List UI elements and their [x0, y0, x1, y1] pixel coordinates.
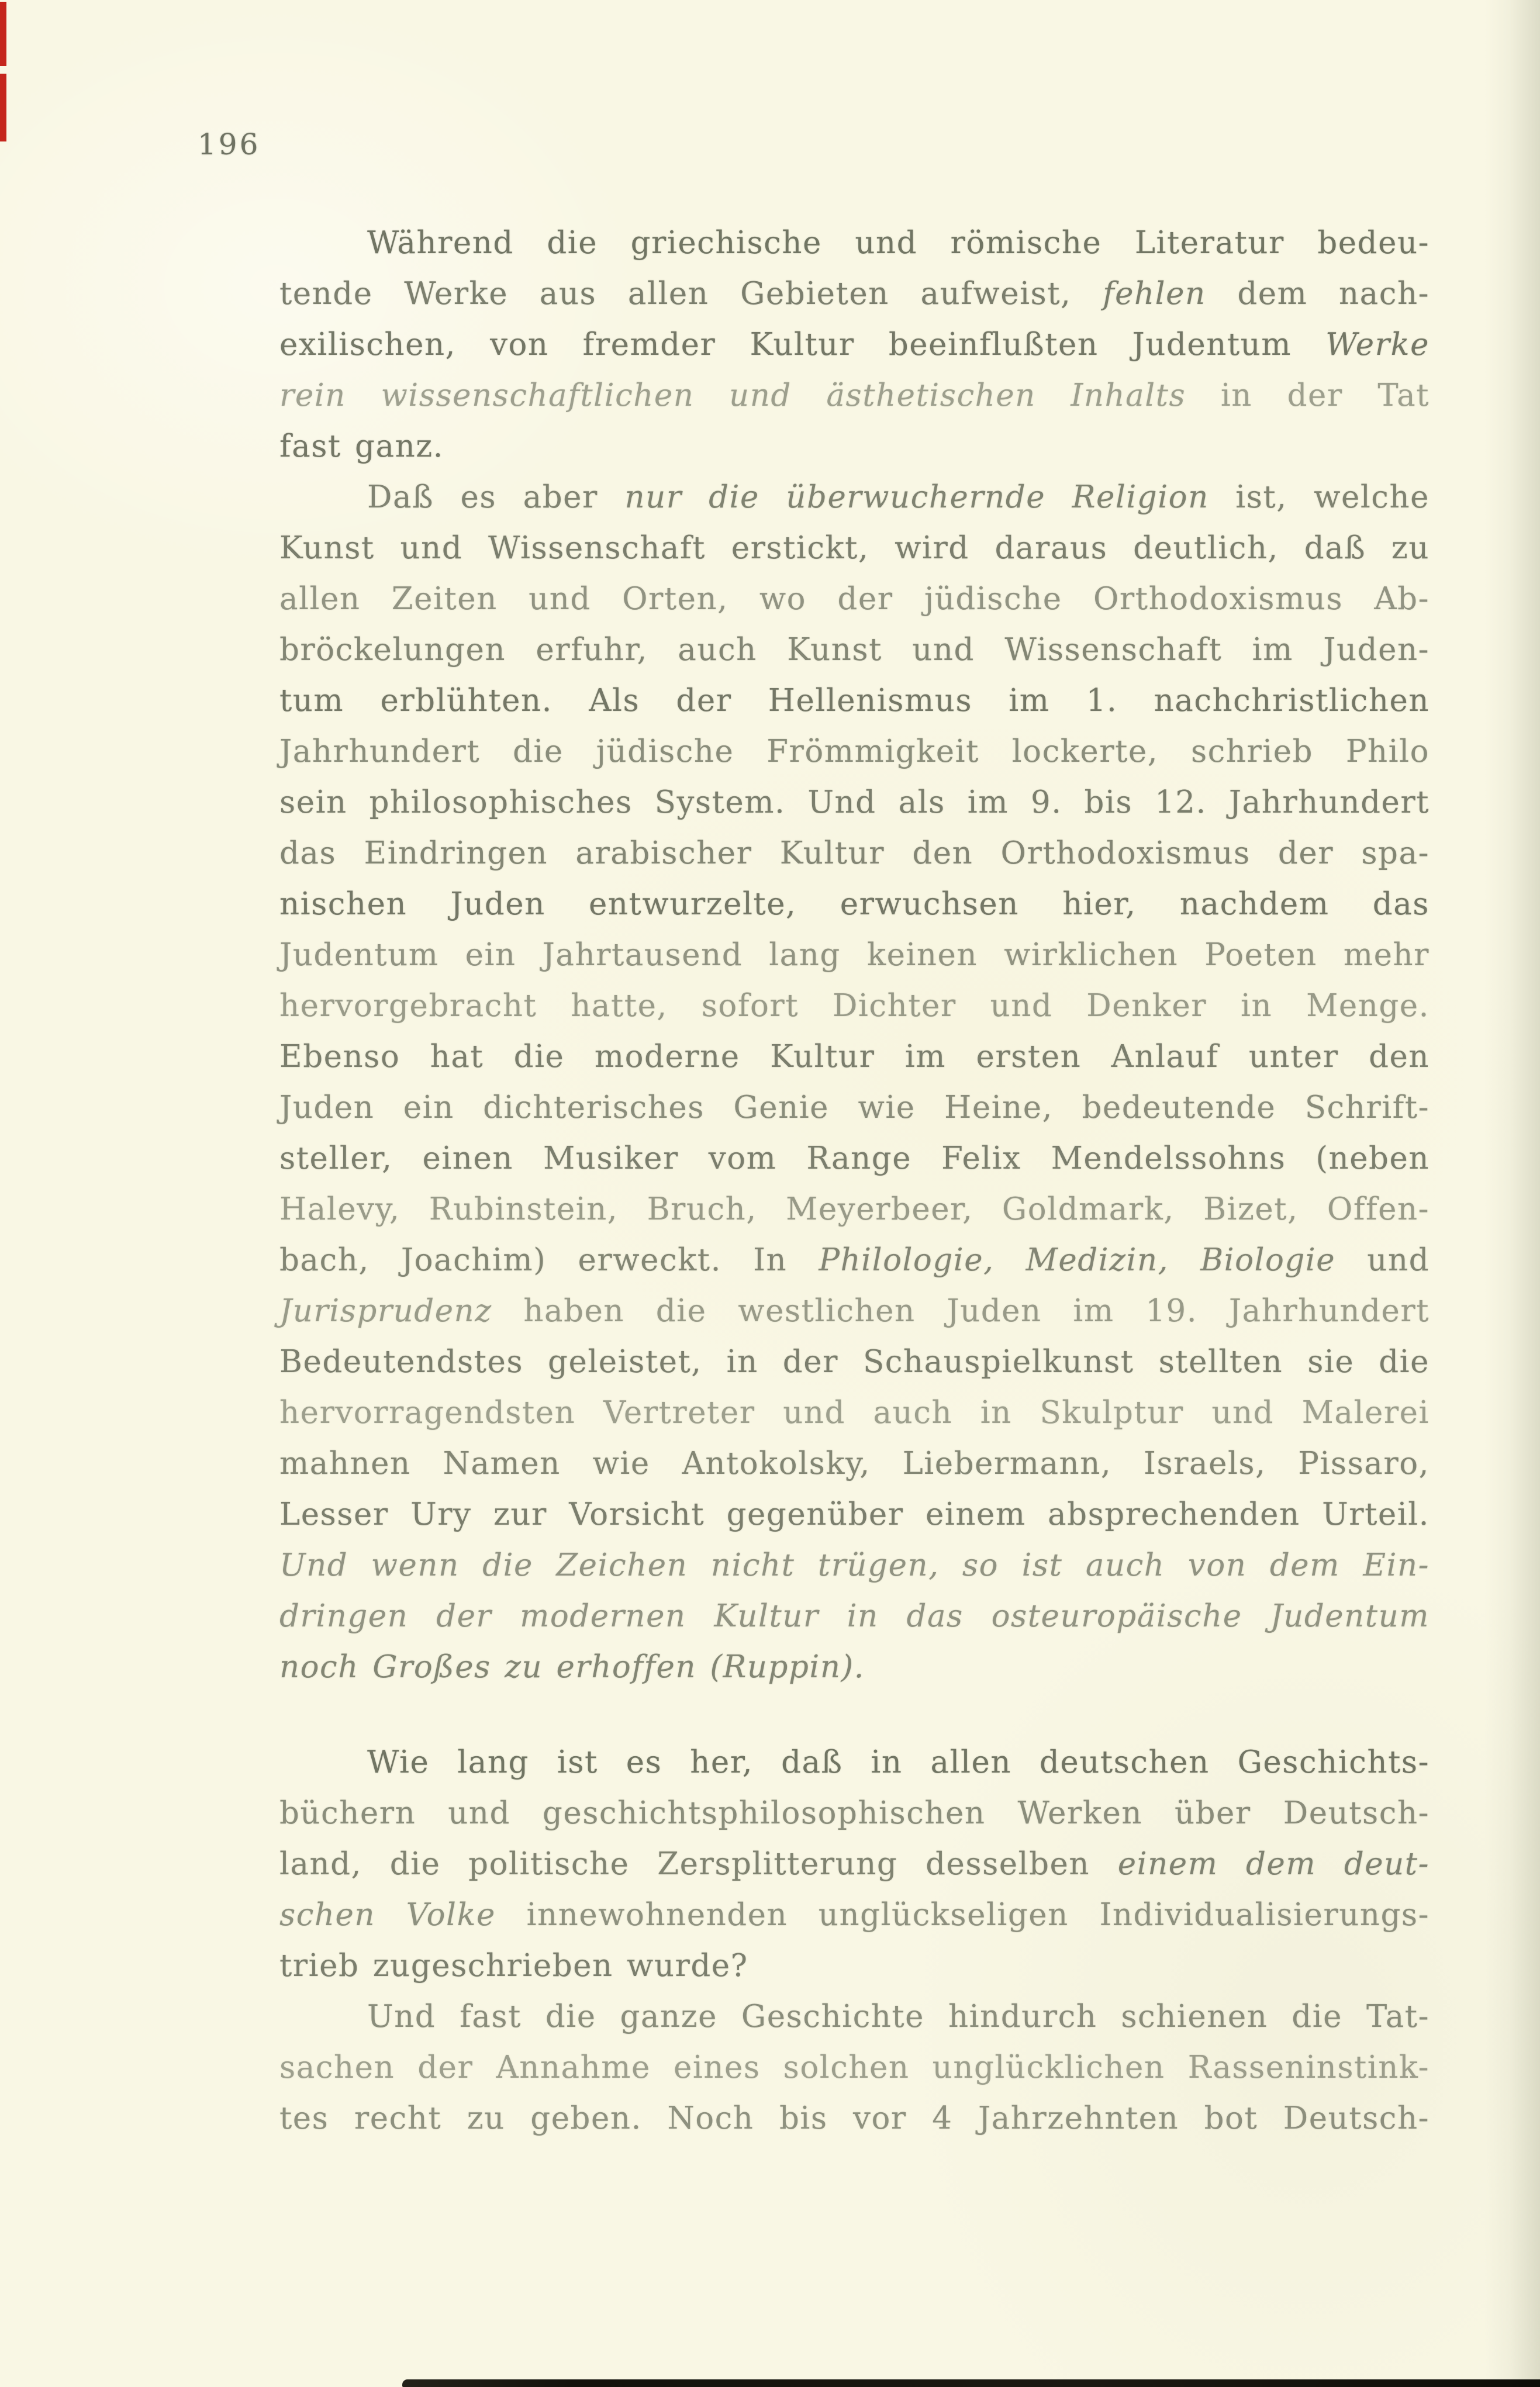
text-segment: mahnen Namen wie Antokolsky, Liebermann, Israels, Pissaro, — [279, 1446, 1429, 1481]
text-segment: in der Tat — [1186, 378, 1429, 413]
text-segment: Judentum ein Jahrtausend lang keinen wirklichen Poeten mehr — [279, 937, 1429, 973]
italic-text-segment: rein wissenschaftlichen und ästhetischen Inhalts — [279, 378, 1186, 413]
text-line — [279, 1031, 1429, 1082]
text-line — [279, 523, 1429, 574]
text-segment: allen Zeiten und Orten, wo der jüdische Orthodoxismus Ab- — [279, 581, 1429, 617]
text-line — [279, 1438, 1429, 1489]
text-segment: innewohnenden unglückseligen Individualisierungs- — [495, 1897, 1429, 1933]
text-line — [279, 675, 1429, 726]
text-segment: Juden ein dichterisches Genie wie Heine, bedeutende Schrift- — [279, 1090, 1429, 1125]
text-segment: Kunst und Wissenschaft erstickt, wird daraus deutlich, daß zu — [279, 530, 1429, 566]
text-segment: Jahrhundert die jüdische Frömmigkeit lockerte, schrieb Philo — [279, 734, 1429, 769]
page-number: 196 — [198, 127, 261, 161]
text-segment: und — [1335, 1242, 1430, 1278]
text-segment: Ebenso hat die moderne Kultur im ersten Anlauf unter den — [279, 1039, 1429, 1075]
red-edge-mark — [0, 2, 6, 66]
text-segment: tum erblühten. Als der Hellenismus im 1. nachchristlichen — [279, 683, 1429, 718]
text-line — [279, 1591, 1429, 1642]
text-segment: tende Werke aus allen Gebieten aufweist, — [279, 276, 1103, 312]
italic-text-segment: dringen der modernen Kultur in das osteuropäische Judentum — [279, 1598, 1429, 1634]
italic-text-segment: einem dem deut- — [1117, 1846, 1429, 1882]
text-segment: Halevy, Rubinstein, Bruch, Meyerbeer, Goldmark, Bizet, Offen- — [279, 1191, 1429, 1227]
text-segment: dem nach- — [1206, 276, 1430, 312]
text-segment: trieb zugeschrieben wurde? — [279, 1948, 748, 1984]
text-segment: Lesser Ury zur Vorsicht gegenüber einem absprechenden Urteil. — [279, 1497, 1429, 1532]
text-line — [279, 1336, 1429, 1387]
text-line — [279, 574, 1429, 624]
text-line — [279, 1387, 1429, 1438]
text-segment: Während die griechische und römische Literatur bedeu- — [367, 225, 1429, 261]
italic-text-segment: noch Großes zu erhoffen (Ruppin). — [279, 1649, 865, 1685]
text-segment: Und fast die ganze Geschichte hindurch schienen die Tat- — [367, 1999, 1429, 2034]
text-line — [279, 1489, 1429, 1540]
text-line — [279, 1184, 1429, 1235]
text-segment: Daß es aber — [367, 479, 625, 515]
text-segment: land, die politische Zersplitterung desselben — [279, 1846, 1118, 1882]
text-segment: bach, Joachim) erweckt. In — [279, 1242, 819, 1278]
text-line — [279, 2042, 1429, 2093]
text-line — [279, 1082, 1429, 1133]
text-segment: büchern und geschichtsphilosophischen Werken über Deutsch- — [279, 1795, 1429, 1831]
text-segment: hervorgebracht hatte, sofort Dichter und Denker in Menge. — [279, 988, 1429, 1024]
text-line — [279, 1642, 1429, 1692]
scan-edge-bar — [402, 2379, 1540, 2387]
italic-text-segment: Philologie, Medizin, Biologie — [819, 1242, 1336, 1278]
italic-text-segment: fehlen — [1103, 276, 1206, 312]
italic-text-segment: Und wenn die Zeichen nicht trügen, so ist auch von dem Ein- — [279, 1547, 1429, 1583]
text-block — [279, 217, 1429, 2144]
text-segment: sachen der Annahme eines solchen unglücklichen Rasseninstink- — [279, 2050, 1429, 2085]
text-line — [279, 1235, 1429, 1286]
text-line — [279, 217, 1429, 268]
text-line — [279, 980, 1429, 1031]
italic-text-segment: Werke — [1325, 327, 1429, 362]
text-segment: Bedeutendstes geleistet, in der Schauspielkunst stellten sie die — [279, 1344, 1429, 1380]
text-segment: Wie lang ist es her, daß in allen deutschen Geschichts- — [367, 1745, 1429, 1780]
italic-text-segment: Jurisprudenz — [279, 1293, 492, 1329]
text-line — [279, 1940, 1429, 1991]
text-line — [279, 726, 1429, 777]
text-line — [279, 1889, 1429, 1940]
text-segment: ist, welche — [1208, 479, 1429, 515]
text-segment: tes recht zu geben. Noch bis vor 4 Jahrzehnten bot Deutsch- — [279, 2101, 1429, 2136]
text-line — [279, 1839, 1429, 1889]
text-line — [279, 879, 1429, 930]
text-line — [279, 421, 1429, 472]
text-segment: fast ganz. — [279, 429, 444, 464]
text-line — [279, 370, 1429, 421]
text-line — [279, 1737, 1429, 1788]
text-line — [279, 319, 1429, 370]
text-line — [279, 828, 1429, 879]
text-line — [279, 268, 1429, 319]
red-edge-mark — [0, 74, 6, 141]
text-segment: bröckelungen erfuhr, auch Kunst und Wissenschaft im Juden- — [279, 632, 1429, 668]
text-line — [279, 930, 1429, 980]
text-segment: exilischen, von fremder Kultur beeinflußten Judentum — [279, 327, 1326, 362]
text-line — [279, 777, 1429, 828]
text-segment: sein philosophisches System. Und als im 9. bis 12. Jahrhundert — [279, 785, 1429, 820]
text-segment: steller, einen Musiker vom Range Felix Mendelssohns (neben — [279, 1141, 1429, 1176]
text-segment: hervorragendsten Vertreter und auch in Skulptur und Malerei — [279, 1395, 1429, 1431]
text-segment: nischen Juden entwurzelte, erwuchsen hier, nachdem das — [279, 886, 1429, 922]
text-line — [279, 1991, 1429, 2042]
text-line — [279, 624, 1429, 675]
text-line — [279, 472, 1429, 523]
italic-text-segment: schen Volke — [279, 1897, 496, 1933]
page-edge-shadow — [1484, 0, 1540, 2387]
text-segment: das Eindringen arabischer Kultur den Orthodoxismus der spa- — [279, 835, 1429, 871]
text-line — [279, 1540, 1429, 1591]
italic-text-segment: nur die überwuchernde Religion — [624, 479, 1209, 515]
text-line — [279, 1133, 1429, 1184]
text-line — [279, 2093, 1429, 2144]
text-line — [279, 1788, 1429, 1839]
text-segment: haben die westlichen Juden im 19. Jahrhundert — [492, 1293, 1429, 1329]
text-line — [279, 1286, 1429, 1336]
